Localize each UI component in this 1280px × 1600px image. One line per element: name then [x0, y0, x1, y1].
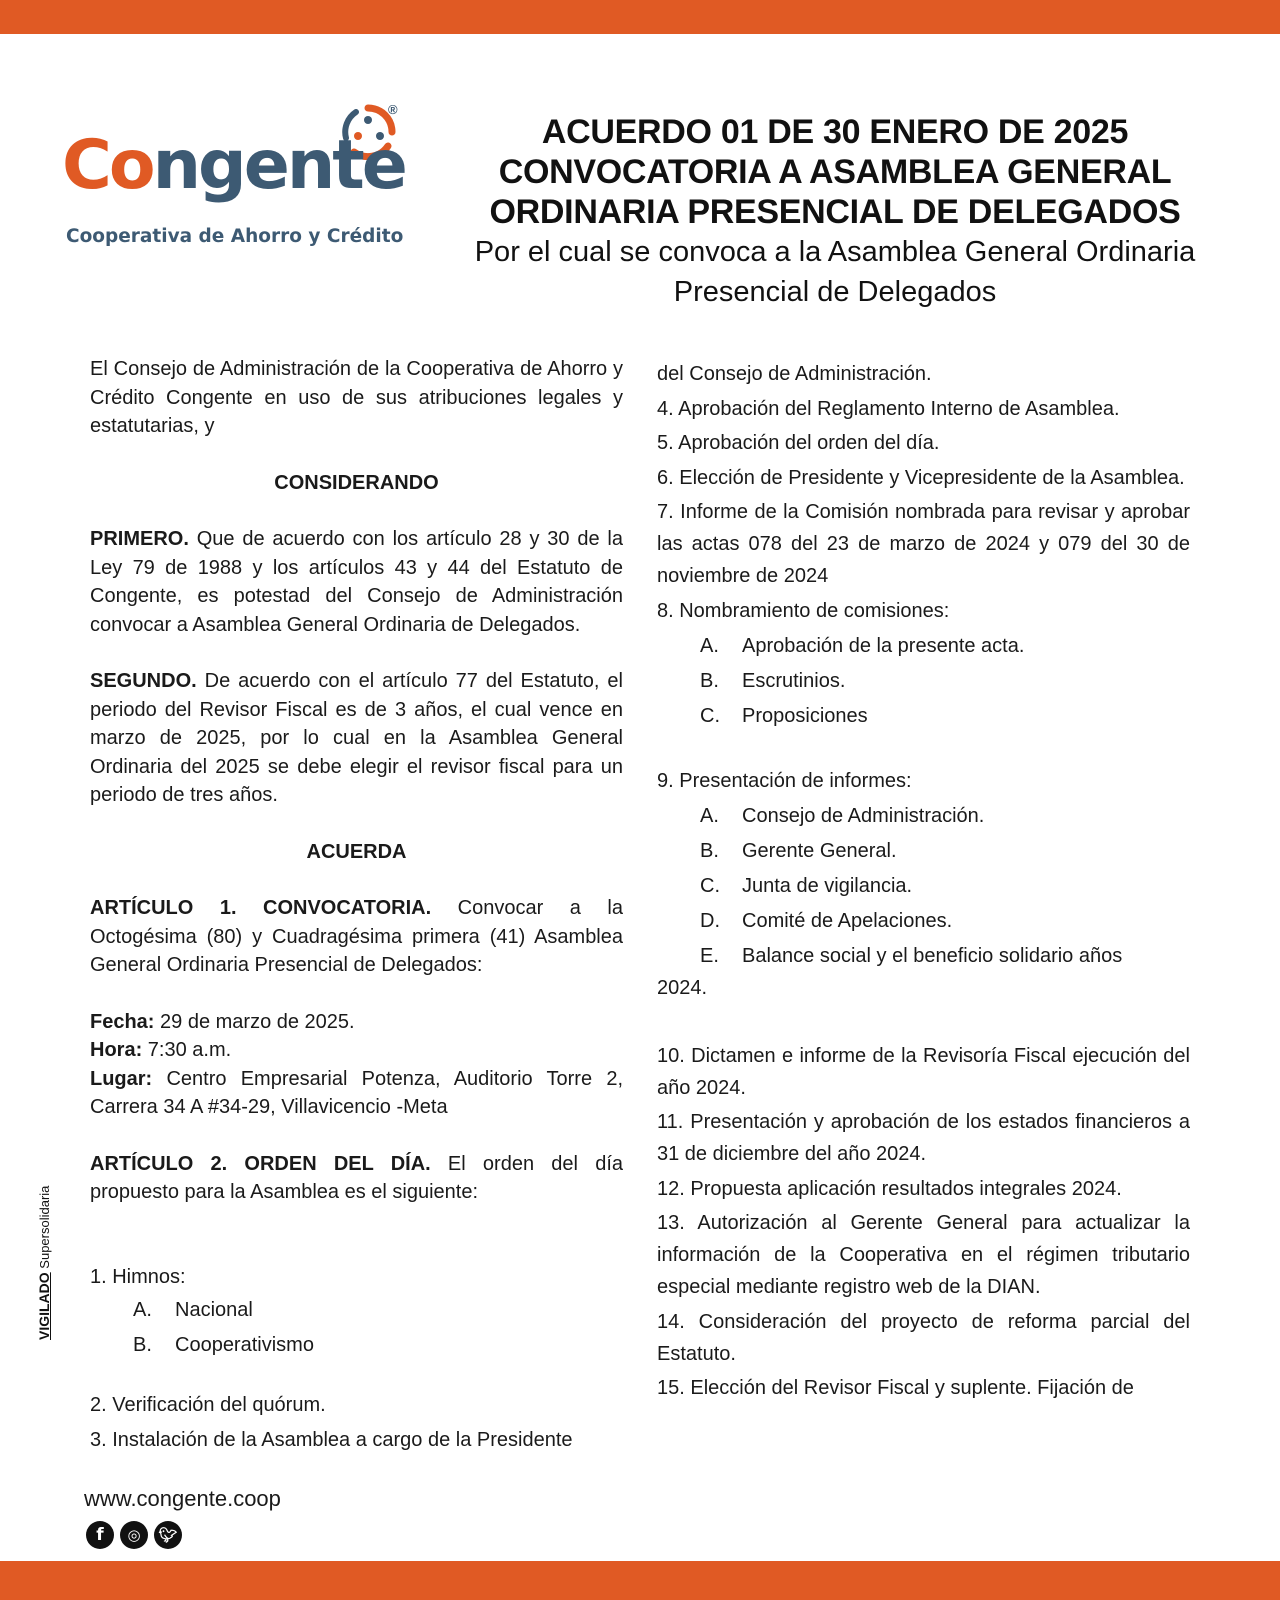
agenda-item-13: 13. Autorización al Gerente General para actualizar la información de la Cooperativa en el régimen tributario especial mediante registro web de la DIAN. — [657, 1212, 1190, 1298]
articulo-2-label: ARTÍCULO 2. ORDEN DEL DÍA. — [90, 1152, 431, 1175]
agenda-subitem — [657, 700, 1190, 732]
subitem-letter: D. — [700, 909, 720, 932]
registered-mark: ® — [388, 102, 398, 117]
agenda-item-3-continued: del Consejo de Administración. — [657, 363, 932, 385]
agenda-item-9-continued: 2024. — [657, 976, 708, 999]
primero-text: Que de acuerdo con los artículo 28 y 30 de la Ley 79 de 1988 y los artículos 43 y 44 del Estatuto de Congente, es potestad del Consejo de Administración convocar a Asamblea General Ordinaria de Delegados. — [90, 528, 623, 636]
hora-label: Hora: — [90, 1039, 143, 1061]
acuerda-heading: ACUERDA — [306, 840, 407, 863]
logo-wordmark — [62, 126, 405, 205]
articulo-2-text: El orden del día propuesto para la Asamblea es el siguiente: — [90, 1152, 623, 1203]
hora-line — [90, 1036, 623, 1065]
agenda-subitem — [657, 630, 1190, 662]
logo-tagline: Cooperativa de Ahorro y Crédito — [66, 226, 404, 247]
fecha-value: 29 de marzo de 2025. — [154, 1010, 355, 1033]
agenda-item-12: 12. Propuesta aplicación resultados integrales 2024. — [657, 1177, 1122, 1200]
segundo-paragraph — [90, 667, 623, 810]
title-line-3: ORDINARIA PRESENCIAL DE DELEGADOS — [489, 193, 1181, 231]
subitem-text: Escrutinios. — [742, 669, 846, 692]
agenda-item-2: 2. Verificación del quórum. — [90, 1394, 326, 1416]
subitem-letter: A. — [700, 804, 719, 827]
subitem-text: Gerente General. — [742, 839, 897, 862]
subitem-letter: B. — [133, 1334, 152, 1356]
agenda-subitem — [657, 800, 1190, 832]
segundo-text: De acuerdo con el artículo 77 del Estatuto, el periodo del Revisor Fiscal es de 3 años, el cual vence en marzo de 2025, por lo cual en la Asamblea General Ordinaria del 2025 se debe elegir el revisor fiscal para un periodo de tres años. — [90, 670, 623, 806]
supersolidaria-text: Supersolidaria — [37, 1185, 52, 1269]
subitem-text: Junta de vigilancia. — [742, 874, 913, 897]
agenda-item-11: 11. Presentación y aprobación de los estados financieros a 31 de diciembre del año 2024. — [657, 1111, 1190, 1165]
bottom-color-band — [0, 1561, 1280, 1600]
title-line-2: CONVOCATORIA A ASAMBLEA GENERAL — [498, 153, 1172, 191]
document-title-block — [450, 112, 1220, 312]
logo-letter-c: C — [62, 126, 109, 205]
subitem-text: Aprobación de la presente acta. — [742, 634, 1025, 657]
subitem-text: Proposiciones — [742, 704, 868, 727]
agenda-item-8: 8. Nombramiento de comisiones: — [657, 599, 950, 622]
articulo-1-label: ARTÍCULO 1. CONVOCATORIA. — [90, 897, 432, 919]
agenda-subitem — [657, 835, 1190, 867]
document-subtitle: Por el cual se convoca a la Asamblea General Ordinaria Presencial de Delegados — [474, 236, 1196, 308]
top-color-band — [0, 0, 1280, 34]
agenda-item-7: 7. Informe de la Comisión nombrada para revisar y aprobar las actas 078 del 23 de marzo de 2024 y 079 del 30 de noviembre de 2024 — [657, 501, 1190, 587]
left-column — [90, 355, 623, 1456]
considerando-heading: CONSIDERANDO — [274, 471, 439, 494]
website-link[interactable]: www.congente.coop — [84, 1486, 281, 1511]
subitem-letter: E. — [700, 944, 719, 967]
logo-o-glyph: o — [108, 126, 153, 205]
social-icons — [86, 1521, 182, 1549]
primero-paragraph — [90, 525, 623, 639]
subitem-text: Comité de Apelaciones. — [742, 909, 953, 932]
articulo-2-paragraph — [90, 1150, 623, 1207]
lugar-value: Centro Empresarial Potenza, Auditorio Torre 2, Carrera 34 A #34-29, Villavicencio -Meta — [90, 1067, 623, 1118]
agenda-subitem — [657, 870, 1190, 902]
title-line-1: ACUERDO 01 DE 30 ENERO DE 2025 — [541, 113, 1129, 151]
agenda-subitem — [657, 665, 1190, 697]
right-column — [657, 358, 1190, 1404]
articulo-1-paragraph — [90, 894, 623, 980]
facebook-icon[interactable]: f — [86, 1521, 114, 1549]
subitem-text: Cooperativismo — [175, 1334, 314, 1356]
lugar-line — [90, 1065, 623, 1122]
congente-logo — [62, 100, 407, 260]
agenda-item-6: 6. Elección de Presidente y Vicepresidente de la Asamblea. — [657, 466, 1185, 489]
subitem-text: Nacional — [175, 1299, 253, 1321]
agenda-item-1: 1. Himnos: — [90, 1265, 186, 1288]
intro-paragraph: El Consejo de Administración de la Cooperativa de Ahorro y Crédito Congente en uso de sus atribuciones legales y estatutarias, y — [90, 358, 623, 437]
agenda-subitem — [90, 1329, 623, 1361]
agenda-item-9: 9. Presentación de informes: — [657, 769, 912, 792]
instagram-icon[interactable]: ◎ — [120, 1521, 148, 1549]
agenda-item-15: 15. Elección del Revisor Fiscal y suplente. Fijación de — [657, 1377, 1134, 1399]
hora-value: 7:30 a.m. — [142, 1039, 232, 1061]
logo-letters: ngente — [152, 126, 405, 205]
agenda-subitem — [657, 905, 1190, 937]
articulo-1-text: Convocar a la Octogésima (80) y Cuadragésima primera (41) Asamblea General Ordinaria Presencial de Delegados: — [90, 897, 623, 976]
fecha-label: Fecha: — [90, 1010, 155, 1033]
fecha-line — [90, 1008, 623, 1037]
subitem-letter: A. — [700, 634, 719, 657]
primero-label: PRIMERO. — [90, 528, 189, 550]
agenda-item-5: 5. Aprobación del orden del día. — [657, 432, 940, 454]
subitem-letter: A. — [133, 1299, 152, 1321]
agenda-item-10: 10. Dictamen e informe de la Revisoría Fiscal ejecución del año 2024. — [657, 1044, 1190, 1099]
subitem-letter: B. — [700, 669, 719, 692]
twitter-icon[interactable]: 🐦︎ — [154, 1521, 182, 1549]
vigilado-supersolidaria-label — [36, 1186, 52, 1340]
subitem-letter: B. — [700, 839, 719, 862]
agenda-item-3: 3. Instalación de la Asamblea a cargo de la Presidente — [90, 1429, 573, 1451]
subitem-text: Consejo de Administración. — [742, 804, 985, 827]
agenda-item-4: 4. Aprobación del Reglamento Interno de Asamblea. — [657, 397, 1120, 420]
lugar-label: Lugar: — [90, 1067, 153, 1090]
vigilado-text: VIGILADO — [36, 1272, 52, 1340]
subitem-letter: C. — [700, 704, 720, 727]
segundo-label: SEGUNDO. — [90, 670, 197, 692]
agenda-subitem — [657, 940, 1190, 972]
subitem-text: Balance social y el beneficio solidario años — [742, 944, 1123, 967]
agenda-item-14: 14. Consideración del proyecto de reforma parcial del Estatuto. — [657, 1310, 1190, 1365]
agenda-subitem — [90, 1294, 623, 1326]
subitem-letter: C. — [700, 874, 720, 897]
